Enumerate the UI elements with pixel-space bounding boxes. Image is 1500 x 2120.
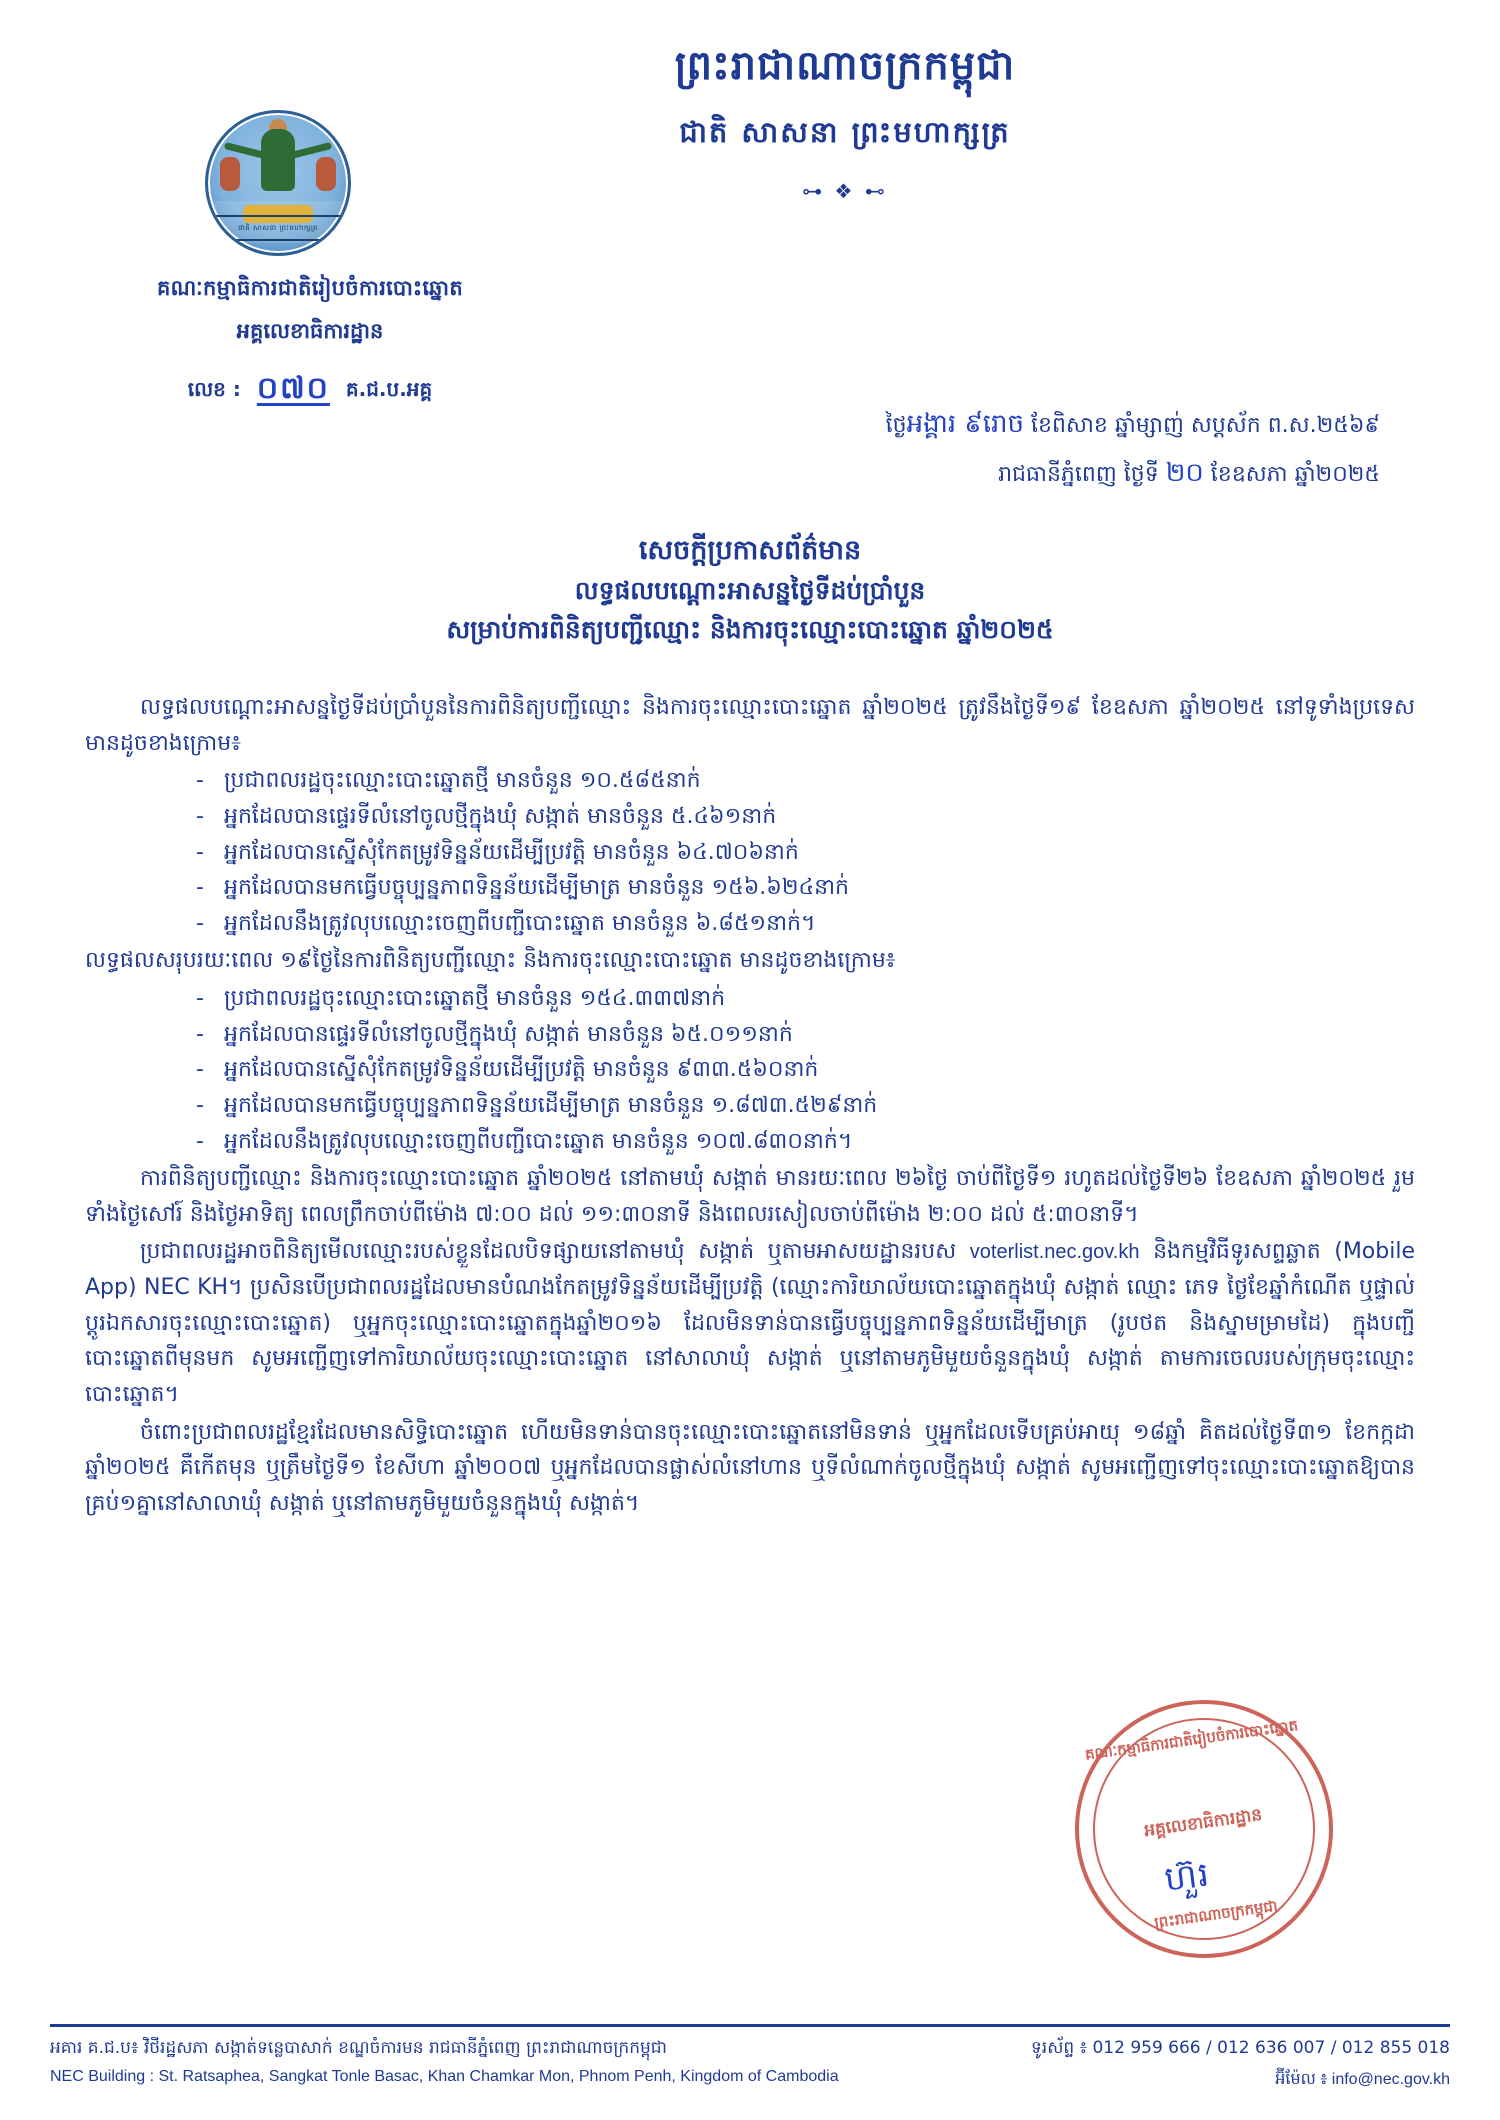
footer-email (1275, 2068, 1450, 2092)
emblem-side-figure-right (316, 157, 336, 191)
authority-name: គណៈកម្មាធិការជាតិរៀបចំការបោះឆ្នោត (157, 276, 463, 300)
footer-email-value[interactable]: info@nec.gov.kh (1331, 2071, 1450, 2088)
footer-divider (50, 2024, 1450, 2027)
date-prefix: ថ្ងៃ (885, 413, 907, 438)
document-title-block (0, 530, 1500, 649)
authority-department: អគ្គលេខាធិការដ្ឋាន (236, 319, 384, 343)
document-number-value: ០៧០ (256, 371, 330, 406)
seal-bottom-text: ព្រះរាជាណាចក្រកម្ពុជា (1153, 1896, 1279, 1932)
issuing-authority-block (50, 275, 570, 413)
footer-row-english (50, 2068, 1450, 2092)
paragraph-4-part2: និងកម្មវិធីទូរសព្ទឆ្លាត (Mobile App) NEC KH។ ប្រសិនបើប្រជាពលរដ្ឋដែលមានបំណងកែតម្រូវទិន្នន័យដើម្បីប្រវត្តិ (ឈ្មោះការិយាល័យបោះឆ្នោតក្នុងឃុំ សង្កាត់ ឈ្មោះ ភេទ ថ្ងៃខែឆ្នាំកំណើត ឬផ្ទាល់ប្តូរឯកសារចុះឈ្មោះបោះឆ្នោត) ឬអ្នកចុះឈ្មោះបោះឆ្នោតក្នុងឆ្នាំ២០១៦ ដែលមិនទាន់បានធ្វើបច្ចុប្បន្នភាពទិន្នន័យដើម្បីមាត្រ (រូបថត និងស្នាមម្រាមដៃ) ក្នុងបញ្ជីបោះឆ្នោតពីមុនមក សូមអញ្ជើញទៅការិយាល័យចុះឈ្មោះបោះឆ្នោត នៅសាលាឃុំ សង្កាត់ ឬនៅតាមភូមិមួយចំនួនក្នុងឃុំ សង្កាត់ តាមការចេលរបស់ក្រុមចុះឈ្មោះបោះឆ្នោត។ (85, 1239, 1415, 1407)
paragraph-2: លទ្ធផលសរុបរយៈពេល ១៩ថ្ងៃនៃការពិនិត្យបញ្ជីឈ្មោះ និងការចុះឈ្មោះបោះឆ្នោត មានដូចខាងក្រោម៖ (85, 948, 896, 974)
date-suffix: ខែពិសាខ ឆ្នាំម្សាញ់ សប្តស័ក ព.ស.២៥៦៩ (1031, 413, 1380, 438)
list-item: - អ្នកដែលបានមកធ្វើបច្ចុប្បន្នភាពទិន្នន័យដើម្បីមាត្រ មានចំនួន ១.៨៧៣.៥២៩នាក់ (190, 1088, 1415, 1124)
paragraph-4 (85, 1234, 1415, 1412)
paragraph-5: ចំពោះប្រជាពលរដ្ឋខ្មែរដែលមានសិទ្ធិបោះឆ្នោត ហើយមិនទាន់បានចុះឈ្មោះបោះឆ្នោតនៅមិនទាន់ ឬអ្នកដែលទើបគ្រប់អាយុ ១៨ឆ្នាំ គិតដល់ថ្ងៃទី៣១ ខែកក្កដា ឆ្នាំ២០២៥ គឺកើតមុន ឬត្រឹមថ្ងៃទី១ ខែសីហា ឆ្នាំ២០០៧ ឬអ្នកដែលបានផ្លាស់លំនៅហាន ឬទីលំណាក់ចូលថ្មីក្នុងឃុំ សង្កាត់ សូមអញ្ជើញទៅចុះឈ្មោះបោះឆ្នោតឱ្យបានគ្រប់១គ្នានៅសាលាឃុំ សង្កាត់ ឬនៅតាមភូមិមួយចំនួនក្នុងឃុំ សង្កាត់។ (85, 1419, 1415, 1516)
voterlist-url[interactable]: voterlist.nec.gov.kh (969, 1241, 1140, 1264)
list-item: - អ្នកដែលនឹងត្រូវលុបឈ្មោះចេញពីបញ្ជីបោះឆ្នោត មានចំនួន ៦.៨៥១នាក់។ (190, 906, 1415, 942)
date-block (660, 400, 1380, 499)
list-item: - អ្នកដែលបានផ្ទេរទីលំនៅចូលថ្មីក្នុងឃុំ សង្កាត់ មានចំនួន ៦៥.០១១នាក់ (190, 1017, 1415, 1053)
document-body (85, 690, 1415, 1523)
list-item: - អ្នកដែលបានផ្ទេរទីលំនៅចូលថ្មីក្នុងឃុំ សង្កាត់ មានចំនួន ៥.៤៦១នាក់ (190, 799, 1415, 835)
list-item: - អ្នកដែលបានមកធ្វើបច្ចុប្បន្នភាពទិន្នន័យដើម្បីមាត្រ មានចំនួន ១៥៦.៦២៤នាក់ (190, 870, 1415, 906)
buddhist-date-line (660, 400, 1380, 449)
document-number-suffix: គ.ជ.ប.អគ្គ (345, 377, 433, 401)
page-subtitle-2: សម្រាប់ការពិនិត្យបញ្ជីឈ្មោះ និងការចុះឈ្មោះបោះឆ្នោត ឆ្នាំ២០២៥ (446, 614, 1054, 644)
footer-address-english: NEC Building : St. Ratsaphea, Sangkat Tonle Basac, Khan Chamkar Mon, Phnom Penh, Kingdom of Cambodia (50, 2068, 839, 2085)
place-and-date-prefix: រាជធានីភ្នំពេញ ថ្ងៃទី (998, 462, 1159, 488)
seal-top-text: គណៈកម្មាធិការជាតិរៀបចំការបោះឆ្នោត (1083, 1716, 1300, 1764)
page-title: សេចក្តីប្រកាសព័ត៌មាន (638, 535, 862, 566)
list-item: - ប្រជាពលរដ្ឋចុះឈ្មោះបោះឆ្នោតថ្មី មានចំនួន ១០.៥៨៥នាក់ (190, 763, 1415, 799)
date-month-year: ខែឧសភា ឆ្នាំ២០២៥ (1210, 462, 1380, 488)
emblem-side-figure-left (220, 157, 240, 191)
divider-ornament-icon: ⊶ ❖ ⊷ (802, 179, 888, 203)
document-number-label: លេខ : (187, 377, 241, 401)
paragraph-1: លទ្ធផលបណ្តោះអាសន្នថ្ងៃទីដប់ប្រាំបួននៃការពិនិត្យបញ្ជីឈ្មោះ និងការចុះឈ្មោះបោះឆ្នោត ឆ្នាំ២០២៥ ត្រូវនឹងថ្ងៃទី១៩ ខែឧសភា ឆ្នាំ២០២៥ នៅទូទាំងប្រទេស មានដូចខាងក្រោម៖ (85, 695, 1415, 756)
emblem-scroll-text: ជាតិ សាសនា ព្រះមហាក្សត្រ (216, 215, 340, 241)
document-number-row (50, 369, 570, 413)
official-seal-stamp (1058, 1683, 1349, 1974)
list-item: - អ្នកដែលបានស្នើសុំកែតម្រូវទិន្នន័យដើម្បីប្រវត្តិ មានចំនួន ៦៤.៧០៦នាក់ (190, 835, 1415, 871)
document-header (55, 40, 1445, 310)
date-handwritten-number: ២០ (1165, 458, 1204, 489)
footer-row-khmer (50, 2037, 1450, 2062)
bullet-list-daily (85, 763, 1415, 941)
footer-address-khmer: អគារ គ.ជ.ប៖ វិថីរដ្ឋសភា សង្កាត់ទន្លេបាសាក់ ខណ្ឌចំការមន រាជធានីភ្នំពេញ ព្រះរាជាណាចក្រកម្ពុជា (50, 2038, 667, 2058)
footer-email-label: អ៊ីម៉ែល ៖ (1275, 2071, 1328, 2088)
kingdom-motto: ជាតិ សាសនា ព្រះមហាក្សត្រ (679, 115, 1011, 149)
bullet-list-cumulative (85, 981, 1415, 1159)
page-subtitle-1: លទ្ធផលបណ្តោះអាសន្នថ្ងៃទីដប់ប្រាំបួន (574, 575, 926, 605)
gregorian-date-line (660, 449, 1380, 498)
date-handwritten-day: អង្គារ ៩រោច (906, 409, 1025, 439)
footer-phone-value: 012 959 666 / 012 636 007 / 012 855 018 (1092, 2038, 1450, 2058)
footer-phone-label: ទូរស័ព្ទ ៖ (1031, 2038, 1088, 2058)
list-item: - ប្រជាពលរដ្ឋចុះឈ្មោះបោះឆ្នោតថ្មី មានចំនួន ១៥៤.៣៣៧នាក់ (190, 981, 1415, 1017)
signature: ហ៊ួរ (1162, 1854, 1213, 1900)
list-item: - អ្នកដែលនឹងត្រូវលុបឈ្មោះចេញពីបញ្ជីបោះឆ្នោត មានចំនួន ១០៧.៨៣០នាក់។ (190, 1124, 1415, 1160)
paragraph-3: ការពិនិត្យបញ្ជីឈ្មោះ និងការចុះឈ្មោះបោះឆ្នោត ឆ្នាំ២០២៥ នៅតាមឃុំ សង្កាត់ មានរយៈពេល ២៦ថ្ងៃ ចាប់ពីថ្ងៃទី១ រហូតដល់ថ្ងៃទី២៦ ខែឧសភា ឆ្នាំ២០២៥ រួមទាំងថ្ងៃសៅរ៍ និងថ្ងៃអាទិត្យ ពេលព្រឹកចាប់ពីម៉ោង ៧:០០ ដល់ ១១:៣០នាទី និងពេលរសៀលចាប់ពីម៉ោង ២:០០ ដល់ ៥:៣០នាទី។ (85, 1166, 1415, 1227)
list-item: - អ្នកដែលបានស្នើសុំកែតម្រូវទិន្នន័យដើម្បីប្រវត្តិ មានចំនួន ៩៣៣.៥៦០នាក់ (190, 1052, 1415, 1088)
seal-middle-text: អគ្គលេខាធិការដ្ឋាន (1142, 1804, 1264, 1842)
emblem-figure (261, 129, 295, 191)
kingdom-title: ព្រះរាជាណាចក្រកម្ពុជា (674, 43, 1016, 89)
national-emblem-icon (205, 110, 351, 256)
footer-phone (1031, 2037, 1450, 2062)
paragraph-4-part1: ប្រជាពលរដ្ឋអាចពិនិត្យមើលឈ្មោះរបស់ខ្លួនដែលបិទផ្សាយនៅតាមឃុំ សង្កាត់ ឬតាមអាសយដ្ឋានរបស (140, 1239, 957, 1265)
document-footer (50, 2024, 1450, 2092)
